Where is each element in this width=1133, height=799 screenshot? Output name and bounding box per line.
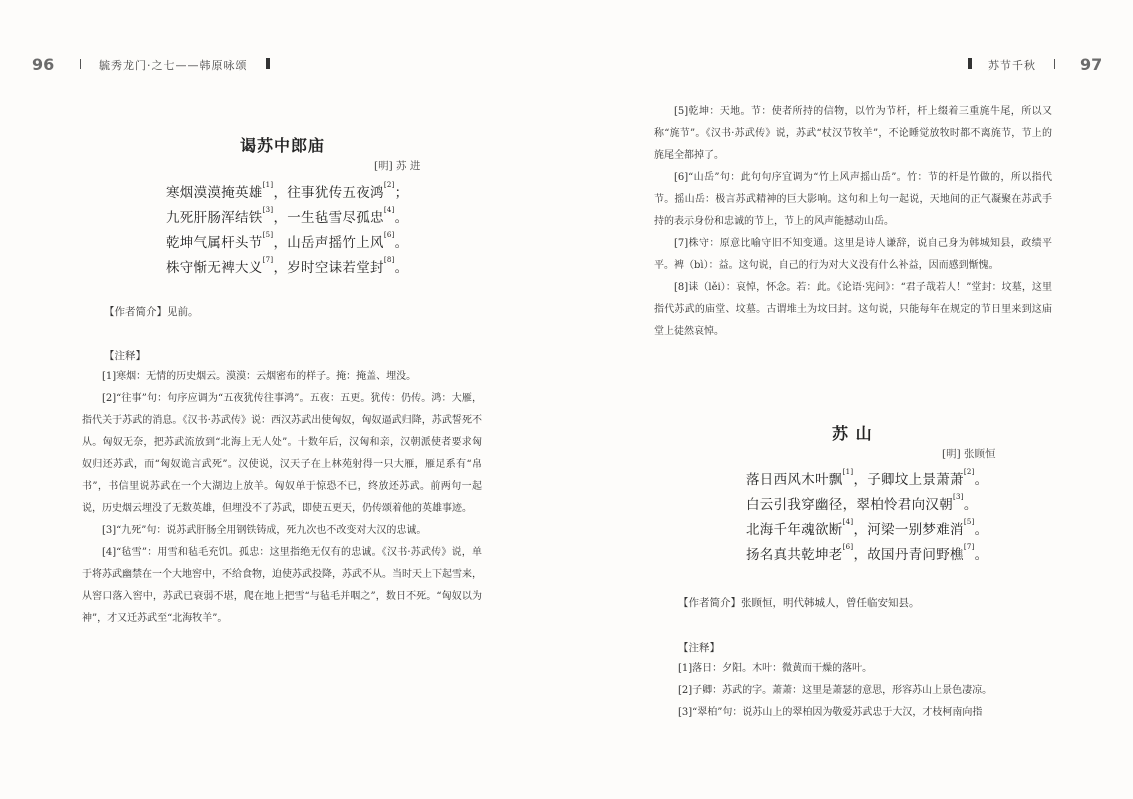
left-page xyxy=(0,0,566,799)
running-header-right: 苏节千秋 xyxy=(988,59,1036,72)
notes-list xyxy=(678,658,1052,724)
notes-list xyxy=(82,366,482,630)
note-item: [5]乾坤：天地。节：使者所持的信物，以竹为节杆，杆上缀着三重旄牛尾，所以又称“旄节”。《汉书·苏武传》说，苏武“杖汉节牧羊”，不论睡觉放牧时都不离旄节，节上的旄尾全都掉了。 xyxy=(654,106,1052,161)
header-block-left xyxy=(266,58,270,69)
note-item: [7]株守：原意比喻守旧不知变通。这里是诗人谦辞，说自己身为韩城知县，政绩平平。裨（bì）：益。这句说，自己的行为对大义没有什么补益，因而感到惭愧。 xyxy=(654,238,1052,271)
notes-list-continued xyxy=(654,101,1052,343)
note-item: [2]子卿：苏武的字。萧萧：这里是萧瑟的意思，形容苏山上景色凄凉。 xyxy=(678,685,993,696)
author-intro: 【作者简介】张顾恒，明代韩城人，曾任临安知县。 xyxy=(678,597,920,609)
notes-heading: 【注释】 xyxy=(104,350,146,362)
header-block-right xyxy=(968,58,972,69)
page-number-right: 97 xyxy=(1080,55,1103,74)
note-item: [2]“往事”句：句序应调为“五夜犹传往事鸿”。五夜：五更。犹传：仍传。鸿：大雁，指代关于苏武的消息。《汉书·苏武传》说：西汉苏武出使匈奴，匈奴逼武归降，苏武誓死不从。匈奴无奈，把苏武流放到“北海上无人处”。十数年后，汉匈和亲，汉朝派使者要求匈奴归还苏武，而“匈奴诡言武死”。汉使说，汉天子在上林苑射得一只大雁，雁足系有“帛书”，书信里说苏武在一个大湖边上放羊。匈奴单于惊恐不已，终放还苏武。前两句一起说，历史烟云埋没了无数英雄，但埋没不了苏武，即使五更天，仍传颂着他的英雄事迹。 xyxy=(82,393,482,514)
poem-line: 株守惭无裨大义[7]，岁时空诔若堂封[8]。 xyxy=(166,256,409,276)
poem-line: 扬名真共乾坤老[6]，故国丹青问野樵[7]。 xyxy=(746,543,989,563)
page-number-left: 96 xyxy=(32,55,55,74)
header-divider-right xyxy=(1054,59,1055,69)
notes-heading: 【注释】 xyxy=(678,642,720,654)
poem-line: 落日西风木叶飘[1]，子卿坟上景萧萧[2]。 xyxy=(746,468,989,488)
poem-title: 苏 山 xyxy=(832,424,873,443)
running-header-left: 毓秀龙门·之七——韩原咏颂 xyxy=(99,59,248,72)
note-item: [1]落日：夕阳。木叶：微黄而干燥的落叶。 xyxy=(678,663,873,674)
poem-author: [明] 苏 进 xyxy=(374,160,421,172)
note-item: [6]“山岳”句：此句句序宜调为“竹上风声摇山岳”。竹：节的杆是竹做的，所以指代节。摇山岳：极言苏武精神的巨大影响。这句和上句一起说，天地间的正气凝聚在苏武手持的表示身份和忠诚的节上，节上的风声能撼动山岳。 xyxy=(654,172,1052,227)
note-item: [3]“翠柏”句：说苏山上的翠柏因为敬爱苏武忠于大汉，才枝柯南向指 xyxy=(678,707,983,718)
note-item: [8]诔（lěi）：哀悼，怀念。若：此。《论语·宪问》：“君子哉若人！”堂封：坟墓，这里指代苏武的庙堂、坟墓。古谓堆土为坟曰封。这句说，只能每年在规定的节日里来到这庙堂上徒然哀悼。 xyxy=(654,282,1052,337)
poem-line: 九死肝肠浑结铁[3]，一生毡雪尽孤忠[4]。 xyxy=(166,206,409,226)
header-divider-left xyxy=(80,59,81,69)
poem-line: 乾坤气属杆头节[5]，山岳声摇竹上风[6]。 xyxy=(166,231,409,251)
right-page xyxy=(566,0,1133,799)
poem-line: 北海千年魂欲断[4]，河梁一别梦难消[5]。 xyxy=(746,518,989,538)
note-item: [3]“九死”句：说苏武肝肠全用钢铁铸成，死九次也不改变对大汉的忠诚。 xyxy=(102,525,427,536)
poem-line: 寒烟漠漠掩英雄[1]，往事犹传五夜鸿[2]； xyxy=(166,181,409,201)
poem-title: 谒苏中郎庙 xyxy=(240,136,326,155)
note-item: [1]寒烟：无情的历史烟云。漠漠：云烟密布的样子。掩：掩盖、埋没。 xyxy=(102,371,417,382)
author-intro: 【作者简介】见前。 xyxy=(104,306,199,318)
poem-author: [明] 张顾恒 xyxy=(942,448,996,460)
note-item: [4]“毡雪”：用雪和毡毛充饥。孤忠：这里指绝无仅有的忠诚。《汉书·苏武传》说，单于将苏武幽禁在一个大地窖中，不给食物，迫使苏武投降，苏武不从。当时天上下起雪来，从窖口落入窖中，苏武已衰弱不堪，爬在地上把雪“与毡毛并咽之”，数日不死。“匈奴以为神”，才又迁苏武至“北海牧羊”。 xyxy=(82,547,482,624)
poem-line: 白云引我穿幽径，翠柏怜君向汉朝[3]。 xyxy=(746,493,978,513)
